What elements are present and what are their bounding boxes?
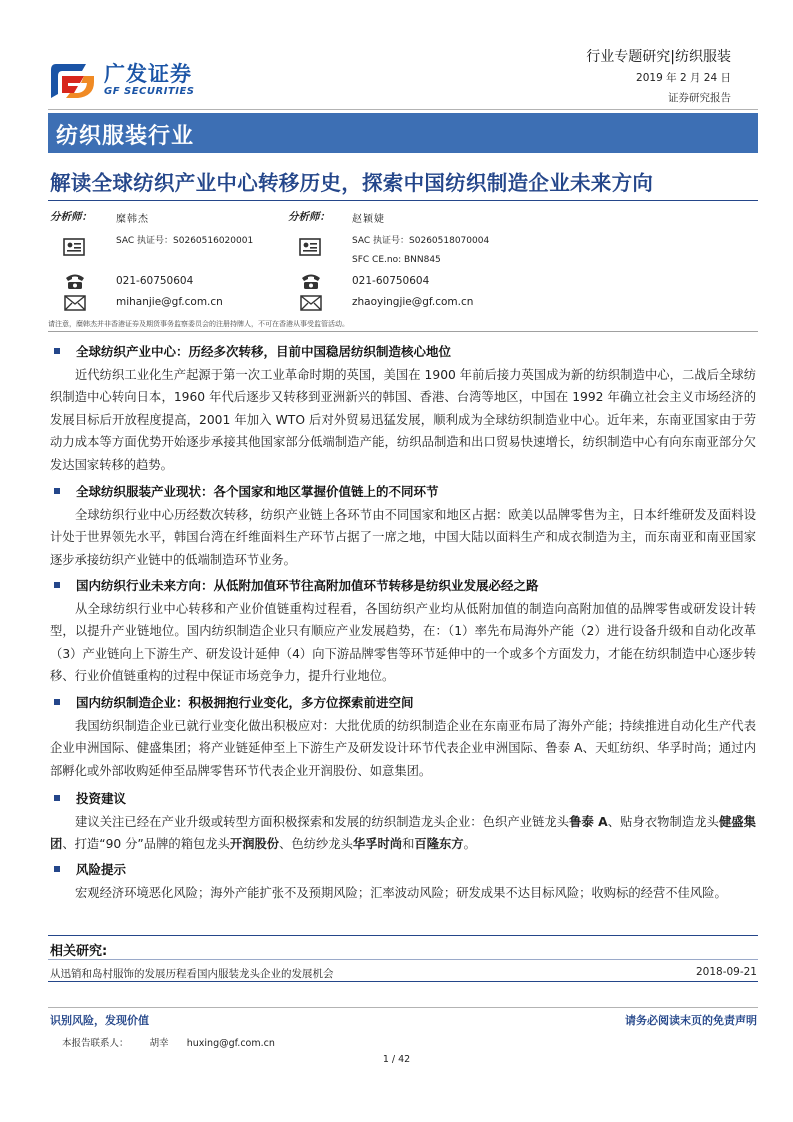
analyst-1-name: 糜韩杰 [116, 214, 149, 225]
section-1-title: 全球纺织产业中心：历经多次转移，目前中国稳居纺织制造核心地位 [76, 344, 452, 359]
related-research-title: 相关研究: [50, 944, 108, 959]
analyst-2-sac: SAC 执证号：S0260518070004 [352, 236, 490, 246]
logo-chinese-name: 广发证券 [104, 62, 192, 86]
regulatory-note: 请注意，糜韩杰并非香港证券及期货事务监察委员会的注册持牌人，不可在香港从事受监管活动。 [48, 320, 349, 328]
footer-contact: 本报告联系人： 胡幸 huxing@gf.com.cn [62, 1038, 275, 1049]
section-6-body: 宏观经济环境恶化风险；海外产能扩张不及预期风险；汇率波动风险；研发成果不达目标风险；收购标的经营不佳风险。 [75, 886, 727, 900]
header-divider [48, 109, 758, 110]
id-card-icon [62, 236, 88, 258]
related-bottom-divider [48, 981, 758, 982]
report-category: 行业专题研究|纺织服装 [586, 49, 731, 65]
stock-name: 鲁泰 A [569, 815, 608, 829]
industry-name: 纺织服装行业 [56, 124, 195, 149]
section-5-body [50, 811, 756, 856]
stock-name: 健盛集团 [50, 815, 756, 852]
footer-divider [48, 1007, 758, 1008]
gf-logo [48, 56, 218, 102]
body-text: 、色纺纱龙头 [279, 837, 353, 852]
analyst-1-sac: SAC 执证号：S0260516020001 [116, 236, 254, 246]
section-3-body: 从全球纺织行业中心转移和产业价值链重构过程看，各国纺织产业均从低附加值的制造向高附加值的品牌零售或研发设计转型，以提升产业链地位。国内纺织制造企业只有顺应产业发展趋势，在：（1）率先布局海外产能（2）进行设备升级和自动化改革（3）产业链向上下游生产、研发设计延伸（4）向下游品牌零售等环节延伸中的一个或多个方面发力，才能在纺织制造中心逐步转移、行业价值链重构的过程中保证市场竞争力，提升行业地位。 [50, 602, 756, 684]
footer-slogan: 识别风险，发现价值 [50, 1014, 149, 1027]
related-top-divider [48, 935, 758, 936]
section-bullet [54, 795, 60, 801]
related-research-date: 2018-09-21 [695, 966, 757, 978]
body-text: 。 [463, 837, 476, 852]
analyst-2-label: 分析师： [288, 211, 330, 223]
section-4-body: 我国纺织制造企业已就行业变化做出积极应对：大批优质的纺织制造企业在东南亚布局了海外产能；持续推进自动化生产代表企业申洲国际、健盛集团；将产业链延伸至上下游生产及研发设计环节代表企业申洲国际、鲁泰 A、天虹纺织、华孚时尚；通过内部孵化或外部收购延伸至品牌零售环节代表企业开润股份、如意集团。 [50, 719, 756, 778]
phone-icon [298, 270, 324, 292]
note-divider [48, 331, 758, 332]
phone-icon [62, 270, 88, 292]
title-divider [48, 200, 758, 201]
section-1-body: 近代纺织工业化生产起源于第一次工业革命时期的英国，美国在 1900 年前后接力英国成为新的纺织制造中心，二战后全球纺织制造中心转向日本，1960 年代后逐步又转移到亚洲新兴的韩国、香港、台湾等地区，中国在 1992 年确立社会主义市场经济的发展目标后开放程度提高，2001 年加入 WTO 后对外贸易迅猛发展，顺利成为全球纺织制造业中心。近年来，东南亚国家由于劳动力成本等方面优势开始逐步承接其他国家部分低端制造产能，纺织品制造和出口贸易快速增长，纺织制造中心有向东南亚部分欠发达国家转移的趋势。 [50, 368, 756, 472]
logo-english-name: GF SECURITIES [104, 86, 195, 97]
report-type: 证券研究报告 [668, 92, 731, 104]
analyst-2-email[interactable]: zhaoyingjie@gf.com.cn [352, 296, 474, 308]
analyst-1-label: 分析师： [50, 211, 92, 223]
section-2-title: 全球纺织服装产业现状：各个国家和地区掌握价值链上的不同环节 [76, 484, 439, 499]
report-date: 2019 年 2 月 24 日 [636, 72, 731, 84]
industry-banner [48, 113, 758, 153]
analyst-1-email[interactable]: mihanjie@gf.com.cn [116, 296, 223, 308]
stock-name: 开润股份 [229, 837, 280, 852]
email-icon [298, 292, 324, 314]
related-header-divider [48, 959, 758, 960]
section-bullet [54, 699, 60, 705]
body-text: 和 [402, 837, 415, 852]
analyst-2-phone: 021-60750604 [352, 275, 430, 287]
section-4-title: 国内纺织制造企业：积极拥抱行业变化，多方位探索前进空间 [76, 695, 414, 710]
footer-disclaimer: 请务必阅读末页的免责声明 [625, 1014, 757, 1027]
body-text: 、贴身衣物制造龙头 [607, 815, 719, 829]
section-3-title: 国内纺织行业未来方向：从低附加值环节往高附加值环节转移是纺织业发展必经之路 [76, 578, 539, 593]
analyst-1-phone: 021-60750604 [116, 275, 194, 287]
section-5-title: 投资建议 [76, 791, 127, 806]
stock-name: 百隆东方 [414, 837, 464, 852]
section-bullet [54, 348, 60, 354]
section-6-title: 风险提示 [76, 862, 127, 877]
page-number: 1 / 42 [382, 1054, 411, 1065]
section-bullet [54, 866, 60, 872]
report-title: 解读全球纺织产业中心转移历史，探索中国纺织制造企业未来方向 [50, 171, 654, 195]
section-2-body: 全球纺织行业中心历经数次转移，纺织产业链上各环节由不同国家和地区占据：欧美以品牌零售为主，日本纤维研发及面料设计处于世界领先水平，韩国台湾在纤维面料生产环节占据了一席之地，中国大陆以面料生产和成衣制造为主，而东南亚和南亚国家逐步承接纺织产业链中的低端制造环节业务。 [50, 508, 756, 567]
related-research-item[interactable]: 从迅销和岛村服饰的发展历程看国内服装龙头企业的发展机会 [50, 968, 334, 980]
analyst-2-sfc: SFC CE.no: BNN845 [352, 255, 441, 265]
id-card-icon [298, 236, 324, 258]
section-bullet [54, 488, 60, 494]
body-text: 建议关注已经在产业升级或转型方面积极探索和发展的纺织制造龙头企业：色织产业链龙头 [75, 815, 570, 829]
stock-name: 华孚时尚 [352, 837, 403, 852]
section-bullet [54, 582, 60, 588]
body-text: 、打造“90 分”品牌的箱包龙头 [62, 837, 230, 852]
gf-logo-mark-icon [48, 56, 98, 102]
email-icon [62, 292, 88, 314]
analyst-2-name: 赵颖婕 [352, 214, 385, 225]
